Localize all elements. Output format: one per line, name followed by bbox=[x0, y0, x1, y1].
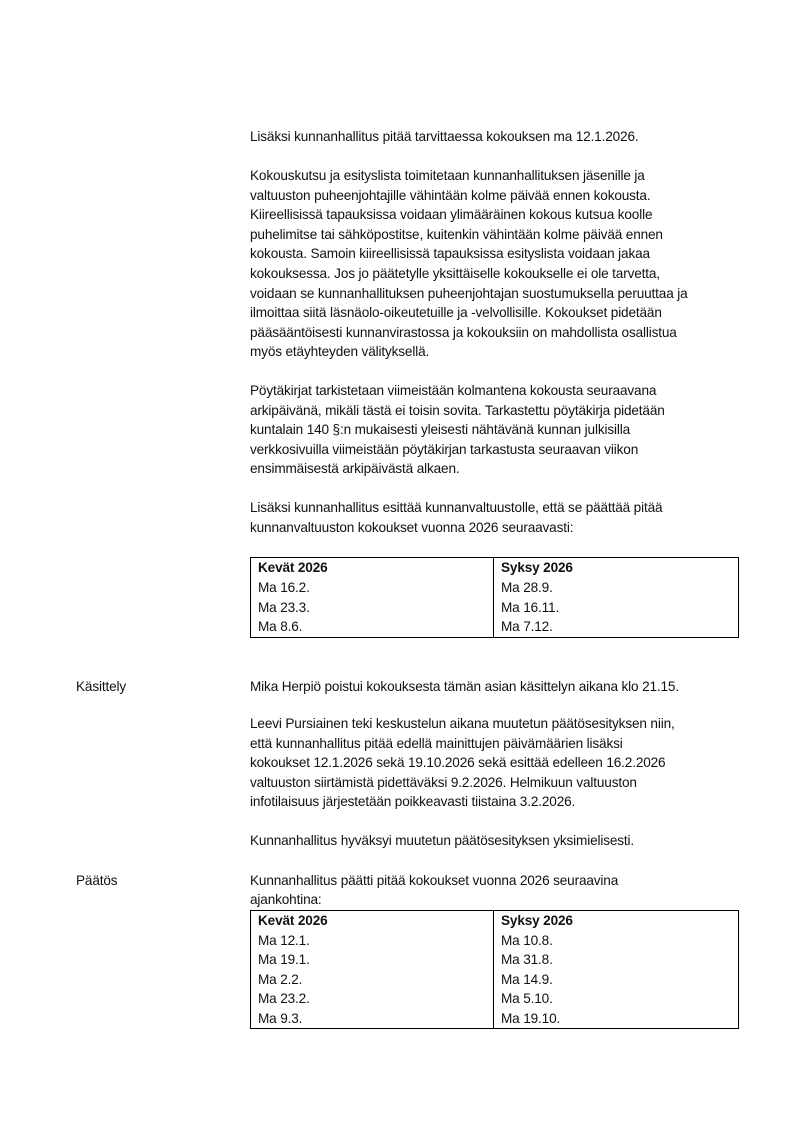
text-line: voidaan se kunnanhallituksen puheenjohtajan suostumuksella peruuttaa ja bbox=[250, 285, 688, 301]
board-spring-column bbox=[251, 911, 494, 1029]
council-schedule-table bbox=[250, 557, 739, 638]
schedule-date: Ma 5.10. bbox=[501, 991, 553, 1006]
board-schedule-table bbox=[250, 910, 739, 1029]
text-line: arkipäivänä, mikäli tästä ei toisin sovita. Tarkastettu pöytäkirja pidetään bbox=[250, 402, 665, 418]
text-line: ajankohtina: bbox=[250, 892, 322, 907]
column-header: Kevät 2026 bbox=[258, 913, 328, 928]
schedule-date: Ma 19.1. bbox=[258, 952, 310, 967]
kasittely-paragraph-2 bbox=[250, 714, 750, 812]
schedule-date: Ma 23.3. bbox=[258, 599, 310, 615]
schedule-date: Ma 19.10. bbox=[501, 1010, 561, 1026]
schedule-date: Ma 14.9. bbox=[501, 971, 553, 987]
schedule-date: Ma 9.3. bbox=[258, 1010, 303, 1026]
intro-paragraph-2 bbox=[250, 166, 750, 362]
text-line: kuntalain 140 §:n mukaisesti yleisesti nähtävänä kunnan julkisilla bbox=[250, 422, 631, 438]
schedule-date: Ma 31.8. bbox=[501, 952, 553, 967]
text-line: puhelimitse tai sähköpostitse, kuitenkin vähintään kolme päivää ennen bbox=[250, 226, 663, 242]
schedule-date: Ma 2.2. bbox=[258, 971, 303, 987]
column-header: Syksy 2026 bbox=[501, 560, 573, 575]
board-autumn-column bbox=[494, 911, 739, 1029]
intro-paragraph-1 bbox=[250, 127, 750, 147]
text-line: infotilaisuus järjestetään poikkeavasti tiistaina 3.2.2026. bbox=[250, 794, 576, 810]
text-line: Kokouskutsu ja esityslista toimitetaan kunnanhallituksen jäsenille ja bbox=[250, 168, 645, 183]
text-line: valtuuston puheenjohtajille vähintään kolme päivää ennen kokousta. bbox=[250, 187, 651, 203]
text-line: Pöytäkirjat tarkistetaan viimeistään kolmantena kokousta seuraavana bbox=[250, 383, 657, 398]
schedule-date: Ma 28.9. bbox=[501, 580, 553, 595]
schedule-date: Ma 16.11. bbox=[501, 599, 560, 615]
text-line: Kunnanhallitus hyväksyi muutetun päätösesityksen yksimielisesti. bbox=[250, 833, 635, 848]
kasittely-label: Käsittely bbox=[76, 679, 127, 694]
column-header: Syksy 2026 bbox=[501, 913, 573, 928]
schedule-date: Ma 8.6. bbox=[258, 619, 303, 635]
paatos-paragraph-1 bbox=[250, 871, 750, 909]
text-line: pääsääntöisesti kunnanvirastossa ja kokouksiin on mahdollista osallistua bbox=[250, 324, 677, 340]
text-line: kunnanvaltuuston kokoukset vuonna 2026 seuraavasti: bbox=[250, 519, 574, 535]
column-header: Kevät 2026 bbox=[258, 560, 328, 575]
text-line: Lisäksi kunnanhallitus esittää kunnanvaltuustolle, että se päättää pitää bbox=[250, 500, 663, 515]
text-line: että kunnanhallitus pitää edellä mainittujen päivämäärien lisäksi bbox=[250, 735, 623, 751]
intro-paragraph-3 bbox=[250, 381, 750, 479]
text-line: kokousta. Samoin kiireellisissä tapauksissa esityslista voidaan jakaa bbox=[250, 246, 650, 262]
schedule-date: Ma 12.1. bbox=[258, 932, 310, 948]
text-line: Lisäksi kunnanhallitus pitää tarvittaessa kokouksen ma 12.1.2026. bbox=[250, 129, 639, 144]
text-line: Kiireellisissä tapauksissa voidaan ylimääräinen kokous kutsua koolle bbox=[250, 207, 653, 223]
schedule-date: Ma 16.2. bbox=[258, 580, 310, 595]
paatos-label: Päätös bbox=[76, 873, 118, 888]
text-line: Leevi Pursiainen teki keskustelun aikana muutetun päätösesityksen niin, bbox=[250, 716, 675, 731]
schedule-date: Ma 7.12. bbox=[501, 619, 553, 635]
text-line: kokoukset 12.1.2026 sekä 19.10.2026 sekä esittää edelleen 16.2.2026 bbox=[250, 755, 666, 771]
schedule-date: Ma 23.2. bbox=[258, 991, 310, 1006]
council-autumn-column bbox=[494, 558, 739, 638]
intro-paragraph-4 bbox=[250, 498, 750, 537]
council-spring-column bbox=[251, 558, 494, 638]
text-line: Mika Herpiö poistui kokouksesta tämän asian käsittelyn aikana klo 21.15. bbox=[250, 679, 679, 694]
text-line: kokouksessa. Jos jo päätetylle yksittäiselle kokoukselle ei ole tarvetta, bbox=[250, 265, 660, 281]
text-line: Kunnanhallitus päätti pitää kokoukset vuonna 2026 seuraavina bbox=[250, 873, 619, 888]
text-line: myös etäyhteyden välityksellä. bbox=[250, 344, 430, 360]
schedule-date: Ma 10.8. bbox=[501, 932, 553, 948]
text-line: ilmoittaa siitä läsnäolo-oikeutetuille ja -velvollisille. Kokoukset pidetään bbox=[250, 305, 662, 321]
kasittely-paragraph-1 bbox=[250, 677, 750, 697]
text-line: valtuuston siirtämistä pidettäväksi 9.2.2026. Helmikuun valtuuston bbox=[250, 774, 637, 790]
kasittely-paragraph-3 bbox=[250, 831, 750, 851]
text-line: verkkosivuilla viimeistään pöytäkirjan tarkastusta seuraavan viikon bbox=[250, 441, 639, 457]
text-line: ensimmäisestä arkipäivästä alkaen. bbox=[250, 461, 460, 477]
